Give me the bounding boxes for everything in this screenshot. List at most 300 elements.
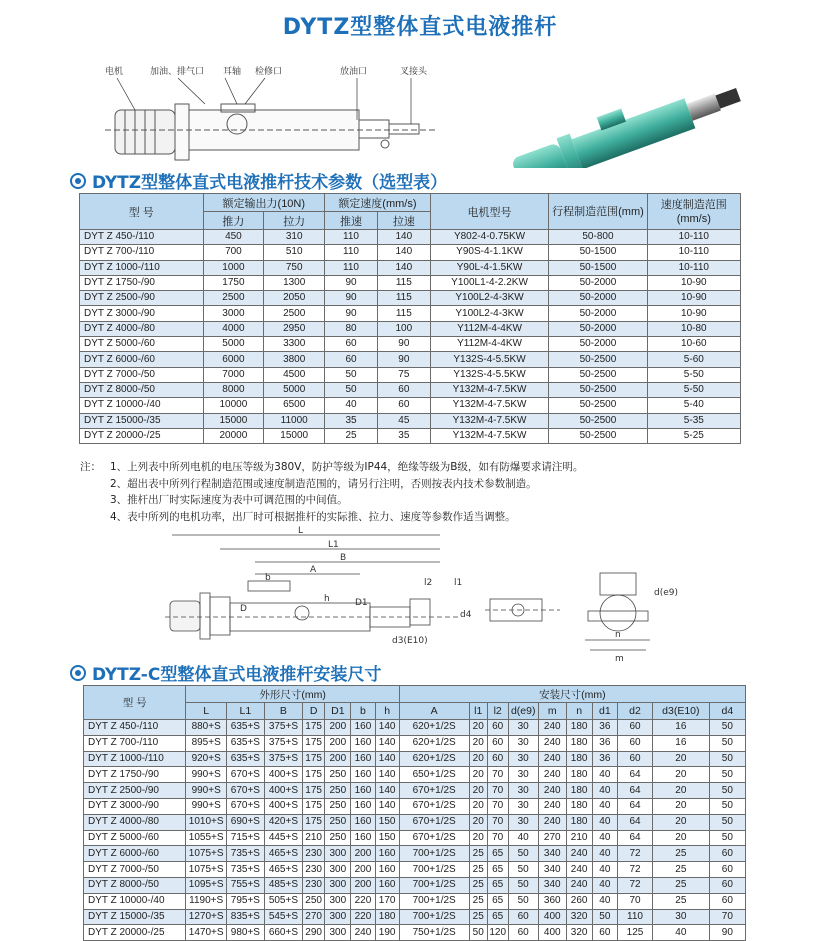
col-header: d2 [618, 703, 653, 720]
table-cell: 60 [325, 337, 378, 352]
table-cell: 25 [469, 862, 487, 878]
table-cell: 895+S [186, 735, 226, 751]
table-row [80, 337, 741, 352]
table-cell: 700+1/2S [399, 846, 469, 862]
col-header: D1 [325, 703, 351, 720]
dim-b: b [265, 573, 271, 583]
table-cell: DYT Z 450-/110 [84, 720, 186, 736]
col-header: B [264, 703, 302, 720]
table-cell: DYT Z 2500-/90 [80, 291, 204, 306]
table-cell: 35 [325, 413, 378, 428]
table-cell: DYT Z 3000-/90 [80, 306, 204, 321]
table-cell: 920+S [186, 751, 226, 767]
table-cell: 545+S [264, 909, 302, 925]
table-cell: 180 [566, 751, 592, 767]
table-cell: 50 [592, 909, 617, 925]
table-cell: 240 [566, 877, 592, 893]
table-cell: 1075+S [186, 862, 226, 878]
table-cell: 20 [652, 830, 709, 846]
table-cell: Y100L2-4-3KW [430, 306, 549, 321]
table-cell: 750 [264, 260, 325, 275]
table-cell: 240 [566, 862, 592, 878]
table-cell: 400+S [264, 783, 302, 799]
table-cell: 835+S [226, 909, 264, 925]
table-cell: 230 [302, 846, 324, 862]
table-cell: Y132M-4-7.5KW [430, 382, 549, 397]
section1-title [70, 168, 447, 193]
table-cell: 70 [709, 909, 745, 925]
install-table [83, 685, 746, 941]
table-cell: 4000 [203, 321, 264, 336]
table-cell: 70 [487, 814, 508, 830]
table-cell: 40 [592, 893, 617, 909]
table-cell: 465+S [264, 846, 302, 862]
table-cell: 30 [508, 720, 538, 736]
col-model: 型 号 [84, 686, 186, 720]
table-cell: 140 [377, 230, 430, 245]
table-cell: DYT Z 6000-/60 [80, 352, 204, 367]
section1-title-text: DYTZ型整体直式电液推杆技术参数（选型表） [92, 173, 448, 193]
table-row [84, 767, 746, 783]
table-cell: 60 [487, 735, 508, 751]
table-cell: 60 [508, 925, 538, 941]
col-speed: 额定速度(mm/s) [325, 194, 431, 212]
table-cell: 750+1/2S [399, 925, 469, 941]
table-cell: 115 [377, 275, 430, 290]
table-cell: DYT Z 15000-/35 [80, 413, 204, 428]
note-item: 3、推杆出厂时实际速度为表中可调范围的中间值。 [110, 494, 348, 506]
table-cell: 170 [375, 893, 399, 909]
table-cell: 140 [375, 720, 399, 736]
table-cell: 70 [487, 767, 508, 783]
table-cell: 210 [302, 830, 324, 846]
table-cell: 240 [351, 925, 375, 941]
table-cell: 70 [487, 783, 508, 799]
table-cell: 20 [469, 814, 487, 830]
table-cell: 50 [508, 846, 538, 862]
table-cell: 1750 [203, 275, 264, 290]
table-cell: 990+S [186, 767, 226, 783]
table-cell: 445+S [264, 830, 302, 846]
table-cell: 90 [377, 352, 430, 367]
table-cell: 7000 [203, 367, 264, 382]
table-cell: 16 [652, 735, 709, 751]
table-cell: 40 [592, 798, 617, 814]
table-cell: 110 [325, 245, 378, 260]
table-cell: 64 [618, 830, 653, 846]
table-cell: 1470+S [186, 925, 226, 941]
table-cell: 50-2500 [549, 398, 647, 413]
table-cell: 620+1/2S [399, 735, 469, 751]
table-cell: 10-60 [647, 337, 740, 352]
dim-d3: d3(E10) [392, 636, 428, 646]
table-cell: 200 [351, 846, 375, 862]
table-cell: 50 [325, 382, 378, 397]
table-cell: 300 [325, 909, 351, 925]
table-cell: 50-2000 [549, 306, 647, 321]
table-cell: 230 [302, 862, 324, 878]
table-cell: 160 [351, 783, 375, 799]
table-cell: 400 [538, 909, 566, 925]
table-cell: 64 [618, 783, 653, 799]
table-cell: DYT Z 1000-/110 [80, 260, 204, 275]
table-cell: 140 [375, 798, 399, 814]
table-cell: 270 [538, 830, 566, 846]
table-cell: 115 [377, 291, 430, 306]
table-cell: Y132S-4-5.5KW [430, 367, 549, 382]
table-cell: Y90S-4-1.1KW [430, 245, 549, 260]
table-cell: 50 [709, 798, 745, 814]
table-row [80, 275, 741, 290]
table-cell: 160 [375, 862, 399, 878]
table-cell: 510 [264, 245, 325, 260]
table-cell: 400+S [264, 767, 302, 783]
col-header: A [399, 703, 469, 720]
table-cell: 20 [469, 751, 487, 767]
table-cell: 375+S [264, 751, 302, 767]
table-cell: 980+S [226, 925, 264, 941]
table-cell: 10-110 [647, 260, 740, 275]
table-cell: 190 [375, 925, 399, 941]
table-cell: 5-35 [647, 413, 740, 428]
table-cell: 150 [375, 814, 399, 830]
col-header: L1 [226, 703, 264, 720]
table-cell: 125 [618, 925, 653, 941]
table-cell: 300 [325, 925, 351, 941]
table-cell: 140 [375, 767, 399, 783]
table-cell: 340 [538, 846, 566, 862]
table-row [84, 877, 746, 893]
table-cell: 300 [325, 846, 351, 862]
table-cell: 30 [508, 751, 538, 767]
table-cell: 50 [709, 783, 745, 799]
table-cell: 10-110 [647, 230, 740, 245]
table-cell: 16 [652, 720, 709, 736]
dim-m: m [615, 654, 624, 664]
col-pushspeed: 推速 [325, 212, 378, 230]
spec-table-body [80, 230, 741, 444]
table-cell: 715+S [226, 830, 264, 846]
table-cell: 36 [592, 735, 617, 751]
table-cell: 175 [302, 798, 324, 814]
table-cell: 30 [508, 783, 538, 799]
table-cell: 990+S [186, 798, 226, 814]
table-cell: 160 [375, 846, 399, 862]
table-cell: 5-50 [647, 367, 740, 382]
table-cell: 90 [709, 925, 745, 941]
note-item: 1、上列表中所列电机的电压等级为380V，防护等级为IP44，绝缘等级为B级，如有防爆要求请注明。 [110, 461, 584, 473]
table-cell: 250 [325, 767, 351, 783]
table-cell: 15000 [264, 428, 325, 443]
col-force: 额定输出力(10N) [203, 194, 325, 212]
table-cell: 20 [469, 830, 487, 846]
table-cell: 10-90 [647, 306, 740, 321]
table-cell: 20 [652, 783, 709, 799]
table-cell: Y132M-4-7.5KW [430, 413, 549, 428]
table-cell: DYT Z 1000-/110 [84, 751, 186, 767]
table-cell: 360 [538, 893, 566, 909]
table-cell: 10-110 [647, 245, 740, 260]
table-cell: 110 [325, 230, 378, 245]
table-cell: 60 [618, 720, 653, 736]
table-cell: 40 [592, 846, 617, 862]
table-cell: 60 [709, 877, 745, 893]
table-cell: 650+1/2S [399, 767, 469, 783]
table-cell: 420+S [264, 814, 302, 830]
label-inspection: 检修口 [255, 67, 283, 77]
table-cell: DYT Z 2500-/90 [84, 783, 186, 799]
col-header: d3(E10) [652, 703, 709, 720]
table-cell: 160 [351, 751, 375, 767]
table-cell: 485+S [264, 877, 302, 893]
table-cell: 5000 [264, 382, 325, 397]
table-cell: 4500 [264, 367, 325, 382]
table-cell: 40 [652, 925, 709, 941]
table-cell: 620+1/2S [399, 720, 469, 736]
install-table-body [84, 720, 746, 941]
table-cell: 40 [508, 830, 538, 846]
table-cell: DYT Z 4000-/80 [80, 321, 204, 336]
table-row [80, 367, 741, 382]
table-cell: DYT Z 1750-/90 [80, 275, 204, 290]
dim-L: L [298, 526, 304, 536]
table-cell: 670+S [226, 767, 264, 783]
table-cell: DYT Z 3000-/90 [84, 798, 186, 814]
table-cell: 180 [375, 909, 399, 925]
table-cell: Y112M-4-4KW [430, 321, 549, 336]
col-header: d1 [592, 703, 617, 720]
col-pullspeed: 拉速 [377, 212, 430, 230]
table-cell: 300 [325, 893, 351, 909]
table-row [80, 428, 741, 443]
dim-n: n [615, 630, 621, 640]
table-row [84, 893, 746, 909]
table-cell: 30 [508, 798, 538, 814]
table-cell: 25 [652, 877, 709, 893]
col-pull: 拉力 [264, 212, 325, 230]
table-cell: DYT Z 10000-/40 [80, 398, 204, 413]
table-cell: DYT Z 6000-/60 [84, 846, 186, 862]
table-cell: 11000 [264, 413, 325, 428]
col-header: l2 [487, 703, 508, 720]
table-cell: 240 [538, 735, 566, 751]
table-cell: 60 [487, 751, 508, 767]
table-cell: DYT Z 20000-/25 [84, 925, 186, 941]
table-cell: 25 [469, 877, 487, 893]
table-cell: 50 [508, 862, 538, 878]
table-row [84, 814, 746, 830]
table-cell: 635+S [226, 751, 264, 767]
col-header: D [302, 703, 324, 720]
table-cell: 25 [469, 893, 487, 909]
table-row [80, 352, 741, 367]
table-cell: 64 [618, 798, 653, 814]
table-cell: 180 [566, 783, 592, 799]
table-cell: 20 [652, 814, 709, 830]
table-cell: 160 [351, 830, 375, 846]
label-motor: 电机 [105, 67, 124, 77]
table-cell: 65 [487, 877, 508, 893]
label-trunnion: 耳轴 [223, 67, 242, 77]
table-cell: 670+1/2S [399, 814, 469, 830]
table-cell: 160 [351, 767, 375, 783]
table-cell: 3300 [264, 337, 325, 352]
table-cell: 50 [709, 735, 745, 751]
table-cell: 990+S [186, 783, 226, 799]
table-row [80, 260, 741, 275]
table-cell: 270 [302, 909, 324, 925]
table-cell: 120 [487, 925, 508, 941]
table-cell: 670+S [226, 783, 264, 799]
table-cell: 50 [709, 814, 745, 830]
table-cell: 10000 [203, 398, 264, 413]
table-cell: 50-1500 [549, 245, 647, 260]
col-outer: 外形尺寸(mm) [186, 686, 399, 703]
table-cell: 50 [469, 925, 487, 941]
outline-diagram [95, 62, 475, 172]
bullet-icon [70, 665, 86, 681]
table-cell: DYT Z 4000-/80 [84, 814, 186, 830]
table-cell: 375+S [264, 720, 302, 736]
table-cell: 6000 [203, 352, 264, 367]
table-cell: 250 [325, 814, 351, 830]
table-cell: 50-2500 [549, 352, 647, 367]
table-cell: 50 [325, 367, 378, 382]
table-cell: 160 [351, 798, 375, 814]
col-header: d4 [709, 703, 745, 720]
table-cell: 200 [325, 751, 351, 767]
table-cell: 50-2500 [549, 428, 647, 443]
col-push: 推力 [203, 212, 264, 230]
table-cell: 690+S [226, 814, 264, 830]
table-cell: 1270+S [186, 909, 226, 925]
table-cell: 25 [325, 428, 378, 443]
table-cell: 240 [566, 846, 592, 862]
table-cell: 50 [709, 720, 745, 736]
table-cell: 180 [566, 720, 592, 736]
table-cell: DYT Z 7000-/50 [80, 367, 204, 382]
table-cell: 375+S [264, 735, 302, 751]
col-speedrange: 速度制造范围(mm/s) [647, 194, 740, 230]
table-cell: 175 [302, 720, 324, 736]
table-cell: 90 [325, 306, 378, 321]
note-item: 4、表中所列的电机功率，出厂时可根据推杆的实际推、拉力、速度等参数作适当调整。 [110, 510, 516, 523]
table-cell: 5-25 [647, 428, 740, 443]
table-cell: 2500 [203, 291, 264, 306]
table-cell: 40 [592, 814, 617, 830]
table-cell: 795+S [226, 893, 264, 909]
table-cell: 30 [508, 814, 538, 830]
table-cell: DYT Z 700-/110 [84, 735, 186, 751]
table-cell: 50 [709, 751, 745, 767]
table-cell: 635+S [226, 735, 264, 751]
table-cell: 20 [469, 767, 487, 783]
table-cell: 735+S [226, 862, 264, 878]
table-cell: 160 [351, 720, 375, 736]
table-cell: 30 [508, 767, 538, 783]
table-cell: 64 [618, 814, 653, 830]
table-cell: DYT Z 8000-/50 [80, 382, 204, 397]
table-cell: 240 [538, 783, 566, 799]
table-cell: 36 [592, 720, 617, 736]
bullet-icon [70, 173, 86, 189]
table-cell: 50 [709, 830, 745, 846]
col-header: L [186, 703, 226, 720]
table-cell: 72 [618, 877, 653, 893]
dim-A: A [310, 565, 317, 575]
table-cell: 40 [592, 877, 617, 893]
table-cell: 8000 [203, 382, 264, 397]
table-cell: 300 [325, 862, 351, 878]
table-row [84, 751, 746, 767]
table-cell: 10-80 [647, 321, 740, 336]
table-row [84, 798, 746, 814]
table-cell: 5-60 [647, 352, 740, 367]
table-row [84, 783, 746, 799]
table-cell: 200 [325, 735, 351, 751]
table-cell: Y112M-4-4KW [430, 337, 549, 352]
table-cell: 670+1/2S [399, 798, 469, 814]
table-cell: 60 [377, 398, 430, 413]
table-cell: 670+S [226, 798, 264, 814]
col-model: 型 号 [80, 194, 204, 230]
dim-de9: d(e9) [654, 588, 678, 598]
dim-L1: L1 [328, 540, 339, 550]
table-cell: 700+1/2S [399, 862, 469, 878]
table-cell: 150 [375, 830, 399, 846]
table-cell: 200 [325, 720, 351, 736]
table-cell: 50-1500 [549, 260, 647, 275]
col-stroke: 行程制造范围(mm) [549, 194, 647, 230]
table-cell: 50-2500 [549, 367, 647, 382]
table-cell: 10-90 [647, 275, 740, 290]
table-cell: 20 [652, 751, 709, 767]
dim-B: B [340, 553, 347, 563]
dim-d4: d4 [460, 610, 472, 620]
table-cell: 755+S [226, 877, 264, 893]
col-header: n [566, 703, 592, 720]
table-cell: 3000 [203, 306, 264, 321]
table-cell: 160 [375, 877, 399, 893]
table-cell: 40 [592, 767, 617, 783]
table-cell: Y802-4-0.75KW [430, 230, 549, 245]
table-cell: 180 [566, 798, 592, 814]
label-fork-joint: 叉接头 [400, 67, 428, 77]
table-cell: 240 [538, 751, 566, 767]
table-cell: 72 [618, 862, 653, 878]
table-row [80, 321, 741, 336]
table-cell: 700 [203, 245, 264, 260]
col-header: h [375, 703, 399, 720]
table-cell: Y90L-4-1.5KW [430, 260, 549, 275]
table-cell: 30 [508, 735, 538, 751]
table-cell: 50 [508, 893, 538, 909]
table-cell: 75 [377, 367, 430, 382]
table-row [80, 230, 741, 245]
dim-D: D [240, 604, 247, 614]
table-cell: 175 [302, 735, 324, 751]
spec-table [79, 193, 741, 444]
table-cell: 465+S [264, 862, 302, 878]
table-cell: 72 [618, 846, 653, 862]
table-row [84, 846, 746, 862]
table-cell: Y132M-4-7.5KW [430, 398, 549, 413]
table-cell: 180 [566, 814, 592, 830]
table-cell: 40 [325, 398, 378, 413]
notes [80, 459, 583, 525]
table-cell: 60 [709, 862, 745, 878]
table-cell: 220 [351, 893, 375, 909]
